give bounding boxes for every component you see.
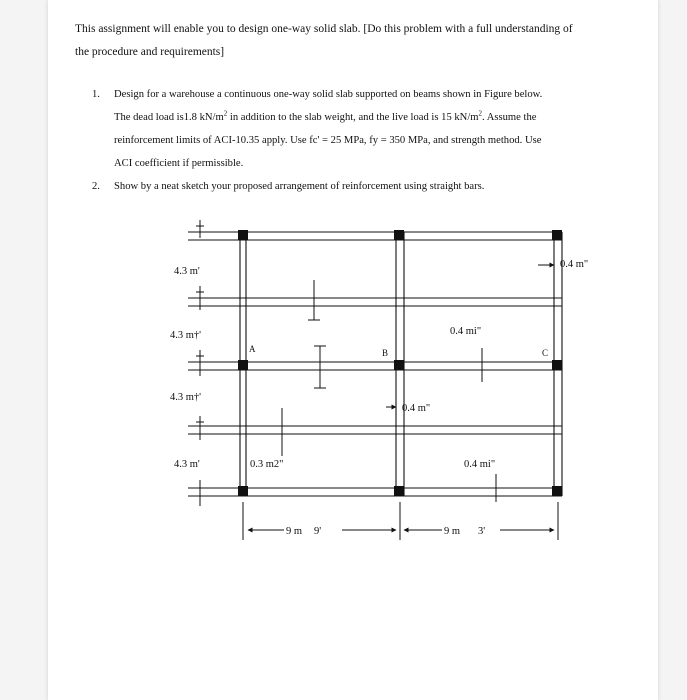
span-label-x: 9 m [286,526,303,537]
task-number: 2. [92,181,100,192]
assume-text: . Assume the [482,112,537,123]
superscript-2: 2 [478,109,483,118]
beam-width-label: 0.4 mi" [450,326,482,337]
span-label-y: 4.3 m' [174,266,200,277]
column [238,230,248,240]
task-2-line-1: Show by a neat sketch your proposed arrangement of reinforcement using straight bars. [114,181,485,192]
span-label-x: 9 m [444,526,461,537]
column [238,360,248,370]
column-label-b: B [382,348,389,358]
superscript-2: 2 [223,109,228,118]
intro-line-2: the procedure and requirements] [75,46,225,58]
column [394,230,404,240]
column [238,486,248,496]
task-number: 1. [92,89,100,100]
task-1-line-3: reinforcement limits of ACI-10.35 apply. Use fc' = 25 MPa, fy = 350 MPa, and strength method. Use [114,135,542,146]
dead-load-text: The dead load is1.8 kN/m [114,112,224,123]
task-item-1 [92,83,622,175]
task-1-line-1: Design for a warehouse a continuous one-way solid slab supported on beams shown in Figure below. [114,89,543,100]
span-label-y: 4.3 m†' [170,330,202,341]
intro-line-1: This assignment will enable you to design one-way solid slab. [Do this problem with a full understanding of [75,23,573,35]
slab-plan-figure [160,210,600,550]
beam-width-label: 0.4 mi" [464,459,496,470]
span-label-y: 4.3 m†' [170,392,202,403]
document-page [48,0,658,700]
live-load-text: in addition to the slab weight, and the live load is 15 kN/m [227,112,479,123]
task-1-line-2 [114,106,622,129]
span-label-y: 4.3 m' [174,459,200,470]
intro-paragraph [75,18,635,64]
beam-width-label: 0.4 m" [402,403,431,414]
beam-width-label: 0.3 m2" [250,459,284,470]
column-label-a: A [249,344,256,354]
beam-width-label: 0.4 m" [560,259,589,270]
task-item-2 [92,175,622,198]
column [552,230,562,240]
mark-label: 9' [314,526,322,537]
column-label-c: C [542,348,549,358]
column [394,360,404,370]
mark-label: 3' [478,526,486,537]
task-1-line-4: ACI coefficient if permissible. [114,158,244,169]
column [552,360,562,370]
column [552,486,562,496]
task-list [92,83,622,198]
column [394,486,404,496]
